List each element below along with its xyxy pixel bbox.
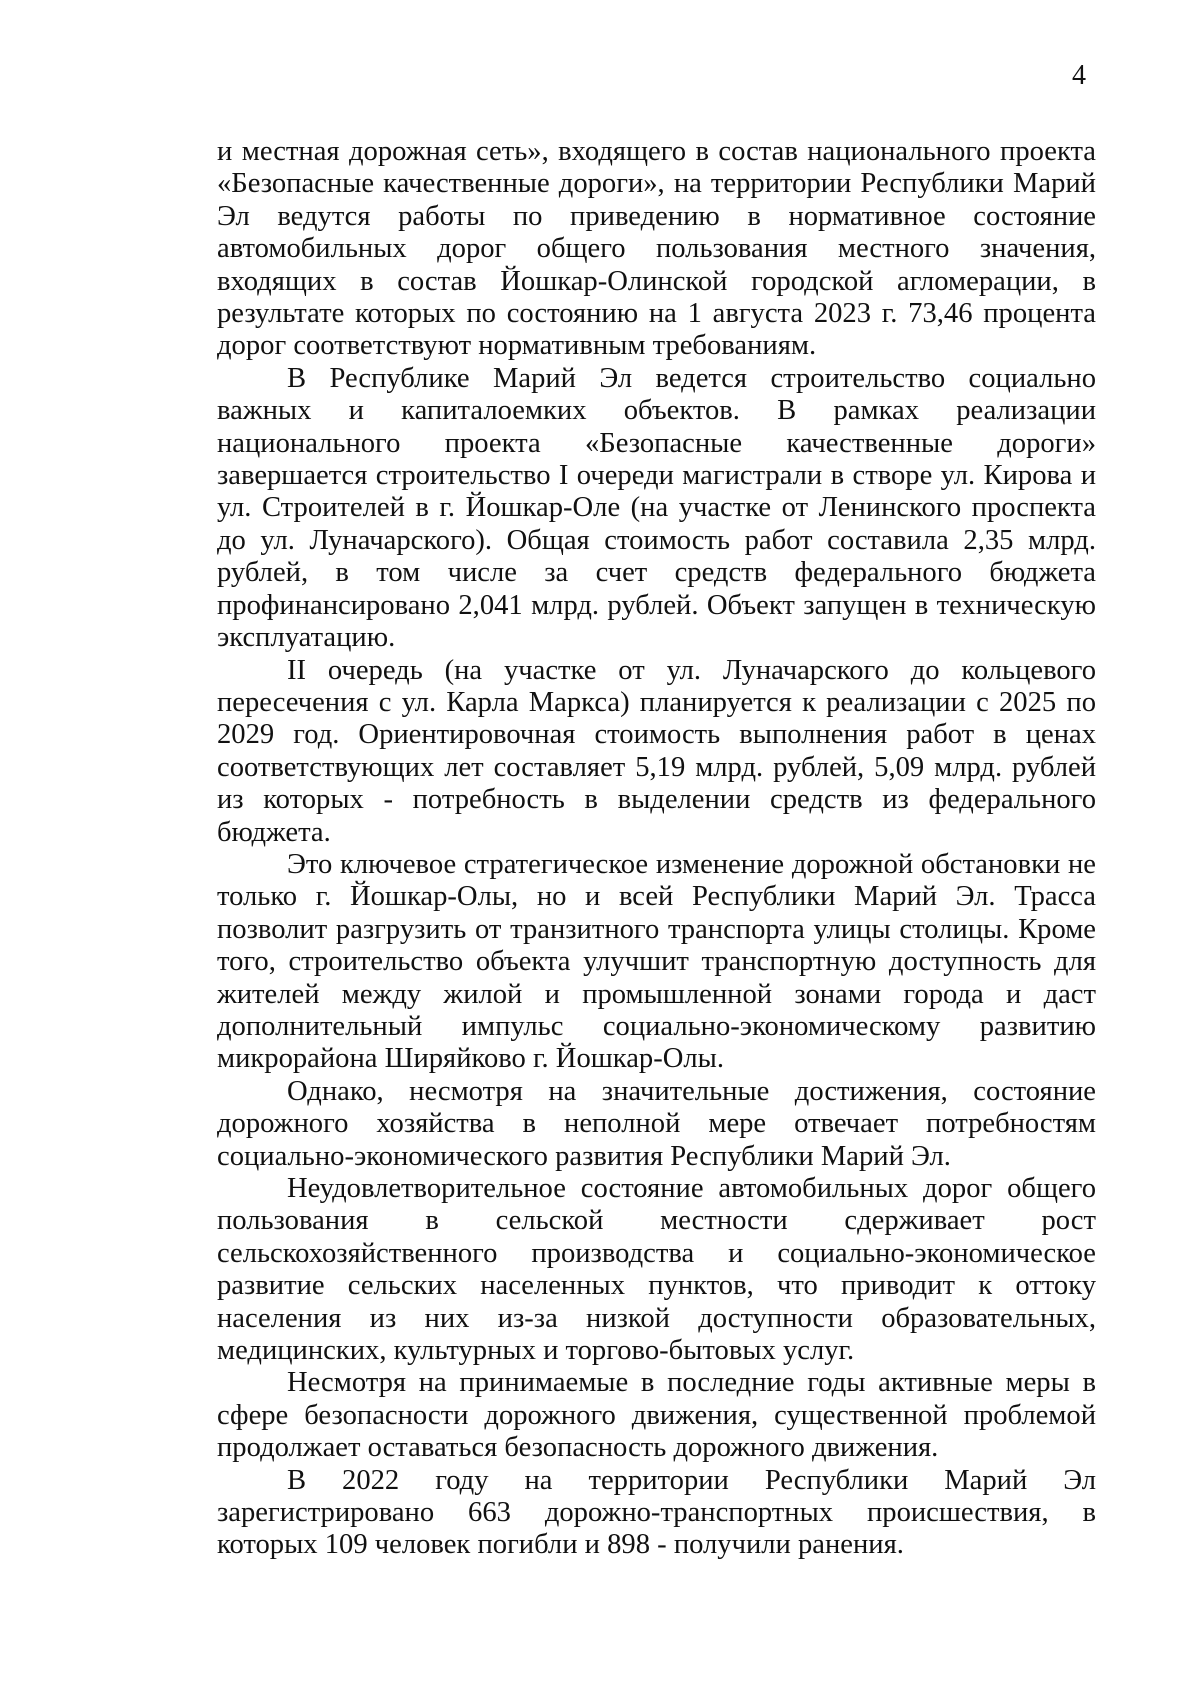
paragraph-road-condition: Однако, несмотря на значительные достижения, состояние дорожного хозяйства в неполной мере отвечает потребностям социально-экономического развития Республики Марий Эл.: [217, 1075, 1096, 1172]
paragraph-road-safety: Несмотря на принимаемые в последние годы активные меры в сфере безопасности дорожного движения, существенной проблемой продолжает оставаться безопасность дорожного движения.: [217, 1367, 1096, 1464]
paragraph-strategic-change: Это ключевое стратегическое изменение дорожной обстановки не только г. Йошкар-Олы, но и всей Республики Марий Эл. Трасса позволит разгрузить от транзитного транспорта улицы столицы. Кроме того, строительство объекта улучшит транспортную доступность для жителей между жилой и промышленной зонами города и даст дополнительный импульс социально-экономическому развитию микрорайона Ширяйково г. Йошкар-Олы.: [217, 848, 1096, 1075]
paragraph-second-stage: II очередь (на участке от ул. Луначарского до кольцевого пересечения с ул. Карла Маркса) планируется к реализации с 2025 по 2029 год. Ориентировочная стоимость выполнения работ в ценах соответствующих лет составляет 5,19 млрд. рублей, 5,09 млрд. рублей из которых - потребность в выделении средств из федерального бюджета.: [217, 654, 1096, 848]
paragraph-accident-statistics: В 2022 году на территории Республики Марий Эл зарегистрировано 663 дорожно-транспортных происшествия, в которых 109 человек погибли и 898 - получили ранения.: [217, 1464, 1096, 1561]
paragraph-road-network: и местная дорожная сеть», входящего в состав национального проекта «Безопасные качественные дороги», на территории Республики Марий Эл ведутся работы по приведению в нормативное состояние автомобильных дорог общего пользования местного значения, входящих в состав Йошкар-Олинской городской агломерации, в результате которых по состоянию на 1 августа 2023 г. 73,46 процента дорог соответствуют нормативным требованиям.: [217, 136, 1096, 362]
paragraph-construction-projects: В Республике Марий Эл ведется строительство социально важных и капиталоемких объектов. В рамках реализации национального проекта «Безопасные качественные дороги» завершается строительство I очереди магистрали в створе ул. Кирова и ул. Строителей в г. Йошкар-Оле (на участке от Ленинского проспекта до ул. Луначарского). Общая стоимость работ составила 2,35 млрд. рублей, в том числе за счет средств федерального бюджета профинансировано 2,041 млрд. рублей. Объект запущен в техническую эксплуатацию.: [217, 362, 1096, 654]
paragraph-rural-roads: Неудовлетворительное состояние автомобильных дорог общего пользования в сельской местности сдерживает рост сельскохозяйственного производства и социально-экономическое развитие сельских населенных пунктов, что приводит к оттоку населения из них из-за низкой доступности образовательных, медицинских, культурных и торгово-бытовых услуг.: [217, 1173, 1096, 1367]
page-number: 4: [1072, 60, 1086, 91]
document-body: [217, 136, 1096, 1562]
